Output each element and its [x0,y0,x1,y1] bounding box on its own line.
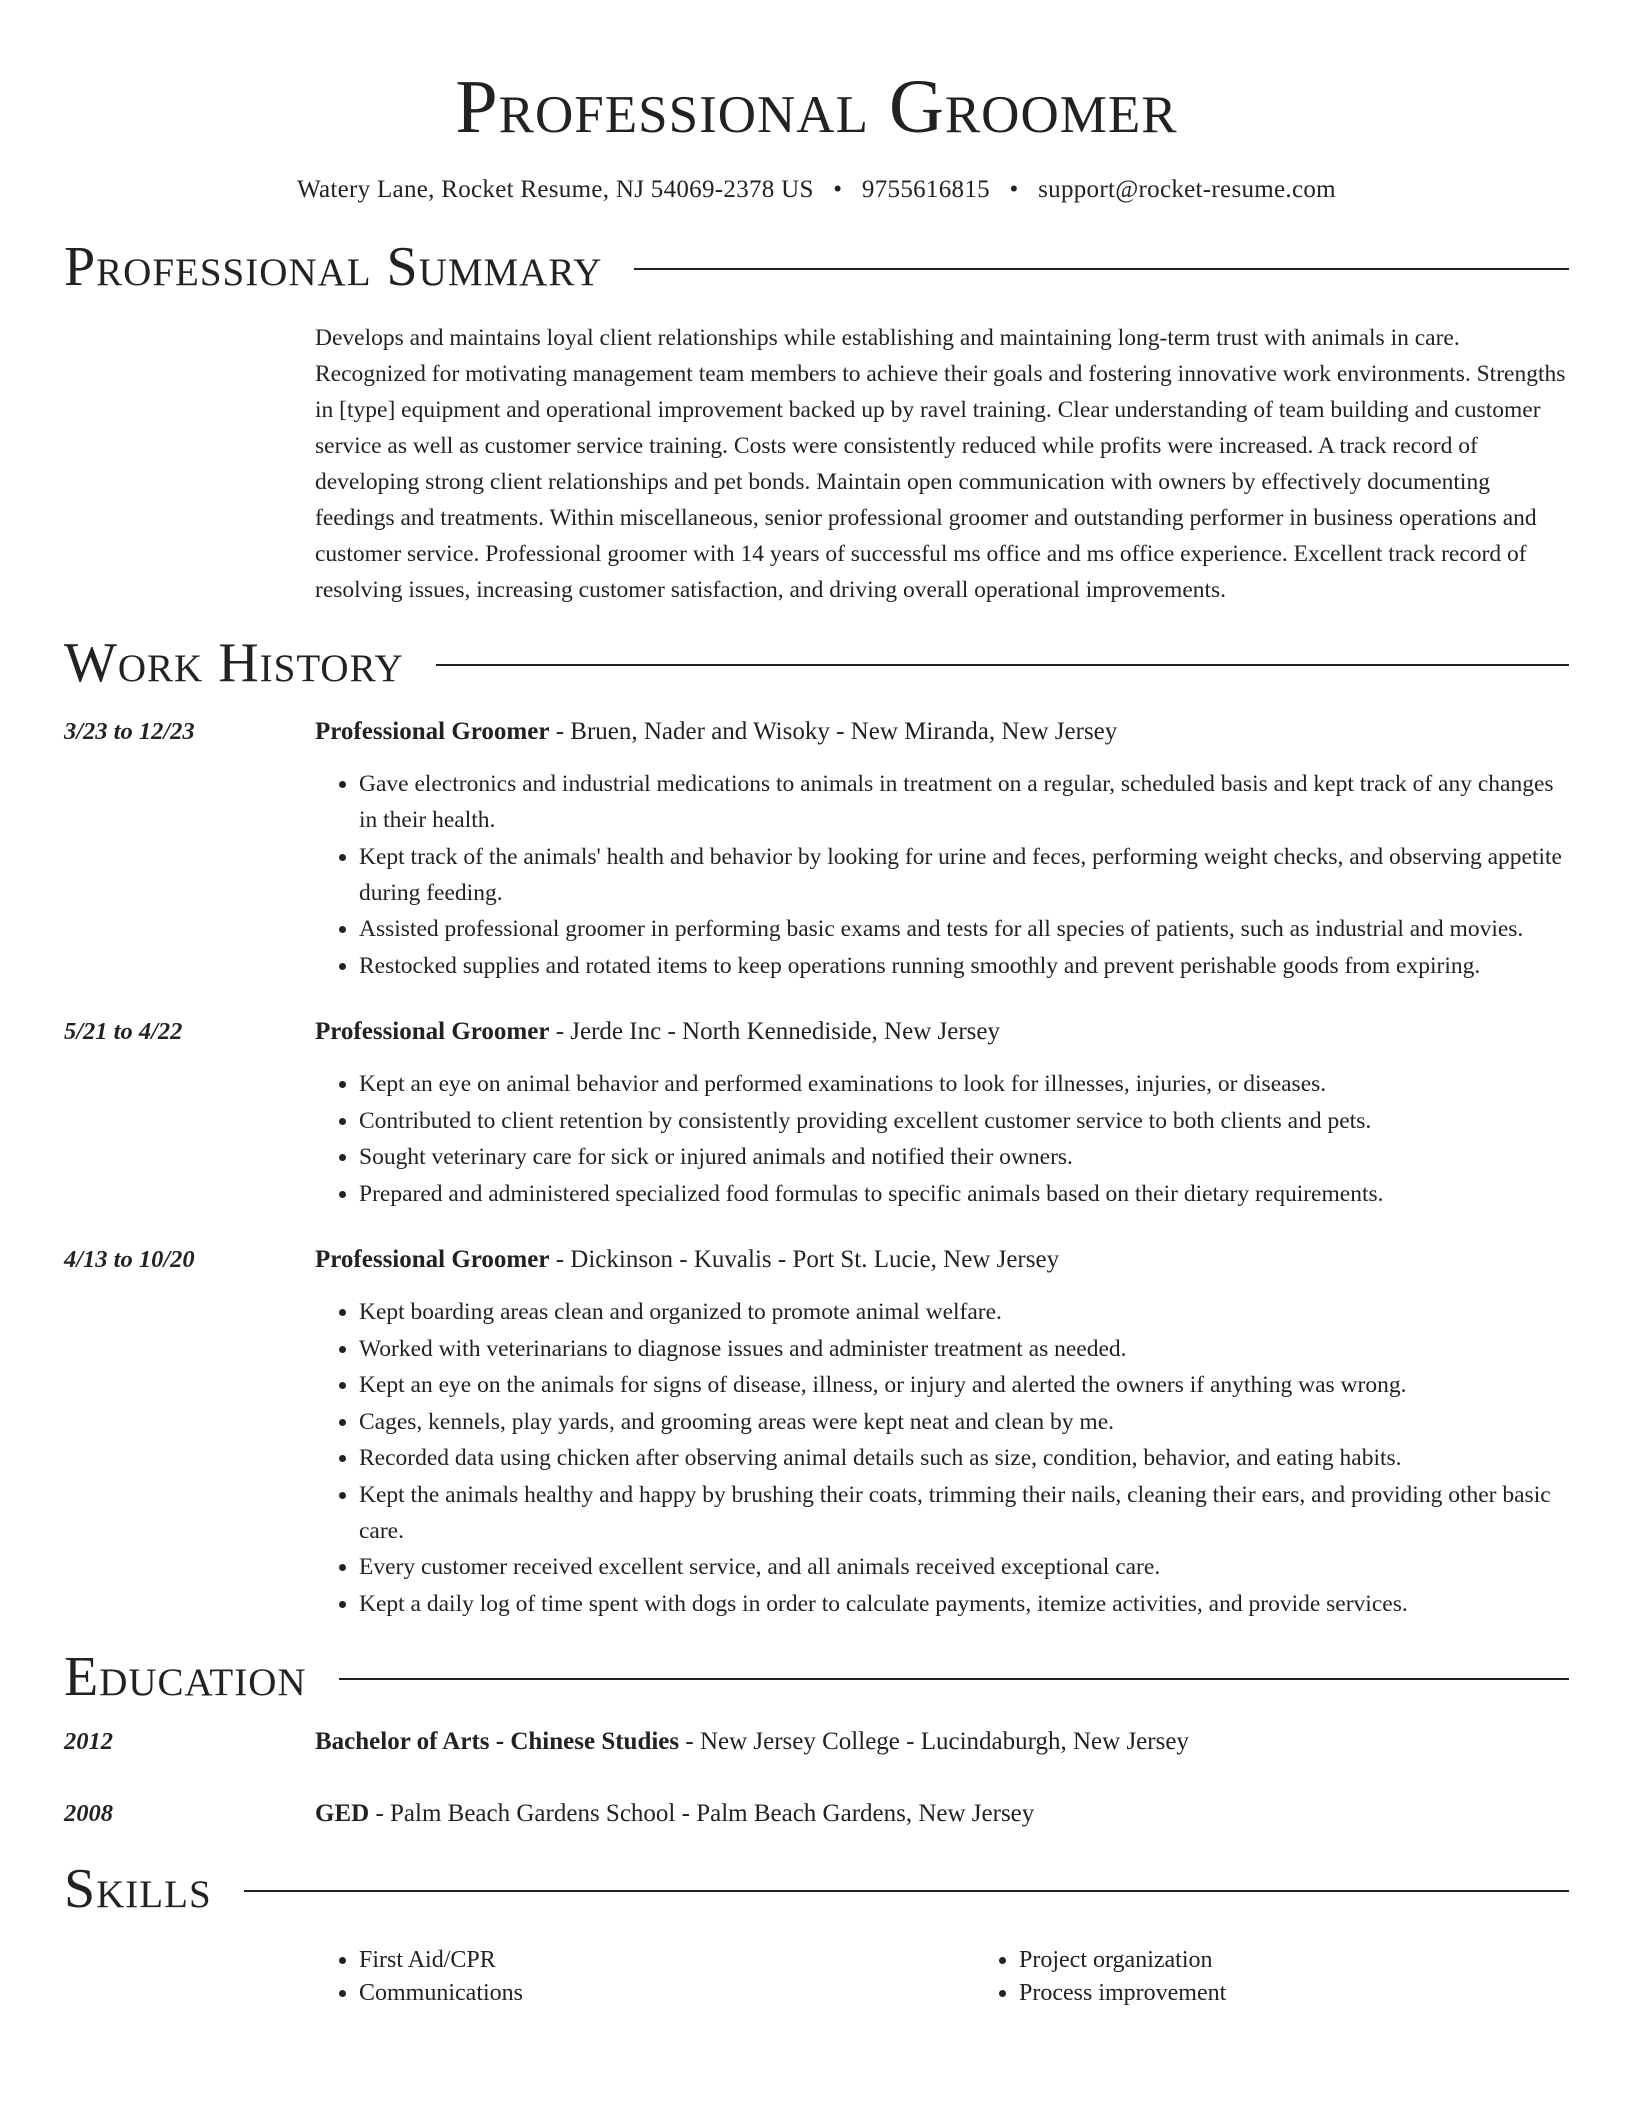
job-details: - Jerde Inc - North Kennediside, New Jersey [549,1018,1000,1045]
contact-separator: • [1009,176,1019,203]
job-title: Professional Groomer [315,718,550,745]
work-heading: Work History [64,632,404,694]
list-item: • Contributed to client retention by consistently providing excellent customer service to both clients and pets. [359,1103,1569,1139]
list-item: • Kept track of the animals' health and behavior by looking for urine and feces, performing weight checks, and observing appetite during feeding. [359,839,1569,911]
job-bullets [315,766,1569,984]
summary-text: Develops and maintains loyal client relationships while establishing and maintaining long-term trust with animals in care. Recognized for motivating management team members to achieve their goals and fostering innovative work environments. Strengths in [type] equipment and operational improvement backed up by ravel training. Clear understanding of team building and customer service as well as customer service training. Costs were consistently reduced while profits were increased. A track record of developing strong client relationships and pet bonds. Maintain open communication with owners by effectively documenting feedings and treatments. Within miscellaneous, senior professional groomer and outstanding performer in business operations and customer service. Professional groomer with 14 years of successful ms office and ms office experience. Excellent track record of resolving issues, increasing customer satisfaction, and driving overall operational improvements. [315,325,1566,603]
job-entry [64,1242,1569,1622]
list-item: • Kept an eye on animal behavior and performed examinations to look for illnesses, injuries, or diseases. [359,1066,1569,1102]
list-item: • Worked with veterinarians to diagnose issues and administer treatment as needed. [359,1331,1569,1367]
work-section-header [64,630,1569,696]
education-year: 2012 [64,1728,113,1755]
section-divider [339,1678,1569,1680]
job-bullets [315,1066,1569,1212]
list-item: • Kept an eye on the animals for signs of disease, illness, or injury and alerted the owners if anything was wrong. [359,1367,1569,1403]
list-item: • Every customer received excellent service, and all animals received exceptional care. [359,1549,1569,1585]
education-list [64,1724,1569,1832]
job-entry [64,714,1569,984]
job-dates: 4/13 to 10/20 [64,1246,195,1273]
section-divider [436,664,1569,666]
contact-address: Watery Lane, Rocket Resume, NJ 54069-2378 US [297,176,814,203]
job-bullets [315,1294,1569,1622]
job-details: - Dickinson - Kuvalis - Port St. Lucie, New Jersey [549,1246,1060,1273]
list-item: • Kept boarding areas clean and organized to promote animal welfare. [359,1294,1569,1330]
job-title-line [315,714,1569,750]
list-item: • Prepared and administered specialized food formulas to specific animals based on their dietary requirements. [359,1176,1569,1212]
job-dates: 3/23 to 12/23 [64,718,195,745]
education-degree: Bachelor of Arts - Chinese Studies [315,1728,680,1755]
work-history-list [64,714,1569,1622]
education-details: - Palm Beach Gardens School - Palm Beach Gardens, New Jersey [369,1800,1035,1827]
education-details: - New Jersey College - Lucindaburgh, New Jersey [679,1728,1189,1755]
section-divider [634,268,1569,270]
skills-section-header [64,1856,1569,1922]
job-title: Professional Groomer [315,1018,550,1045]
list-item: • Cages, kennels, play yards, and grooming areas were kept neat and clean by me. [359,1404,1569,1440]
job-entry [64,1014,1569,1212]
list-item: • Restocked supplies and rotated items to keep operations running smoothly and prevent perishable goods from expiring. [359,948,1569,984]
contact-separator: • [833,176,843,203]
education-year: 2008 [64,1800,113,1827]
job-details: - Bruen, Nader and Wisoky - New Miranda, New Jersey [549,718,1118,745]
education-entry [64,1724,1569,1760]
skills-list-left [315,1944,975,2010]
summary-heading: Professional Summary [64,236,603,298]
education-line [315,1796,1569,1832]
skill-item: • Communications [359,1977,975,2010]
contact-line [64,174,1569,206]
skill-item: • First Aid/CPR [359,1944,975,1977]
list-item: • Gave electronics and industrial medications to animals in treatment on a regular, scheduled basis and kept track of any changes in their health. [359,766,1569,838]
contact-email: support@rocket-resume.com [1038,176,1336,203]
candidate-name: Professional Groomer [455,65,1178,149]
education-degree: GED [315,1800,370,1827]
skill-item: • Process improvement [1019,1977,1569,2010]
education-section-header [64,1644,1569,1710]
job-title-line [315,1014,1569,1050]
job-dates: 5/21 to 4/22 [64,1018,183,1045]
education-line [315,1724,1569,1760]
resume-page [64,0,1569,2010]
skills-columns [315,1944,1569,2010]
list-item: • Kept the animals healthy and happy by brushing their coats, trimming their nails, cleaning their ears, and providing other basic care. [359,1477,1569,1549]
skill-item: • Project organization [1019,1944,1569,1977]
list-item: • Kept a daily log of time spent with dogs in order to calculate payments, itemize activities, and provide services. [359,1586,1569,1622]
education-entry [64,1796,1569,1832]
list-item: • Assisted professional groomer in performing basic exams and tests for all species of patients, such as industrial and movies. [359,911,1569,947]
job-title: Professional Groomer [315,1246,550,1273]
list-item: • Recorded data using chicken after observing animal details such as size, condition, behavior, and eating habits. [359,1440,1569,1476]
summary-section-header [64,234,1569,300]
contact-phone: 9755616815 [861,176,990,203]
education-heading: Education [64,1646,307,1708]
skills-heading: Skills [64,1858,212,1920]
list-item: • Sought veterinary care for sick or injured animals and notified their owners. [359,1139,1569,1175]
job-title-line [315,1242,1569,1278]
skills-list-right [975,1944,1569,2010]
section-divider [244,1890,1569,1892]
